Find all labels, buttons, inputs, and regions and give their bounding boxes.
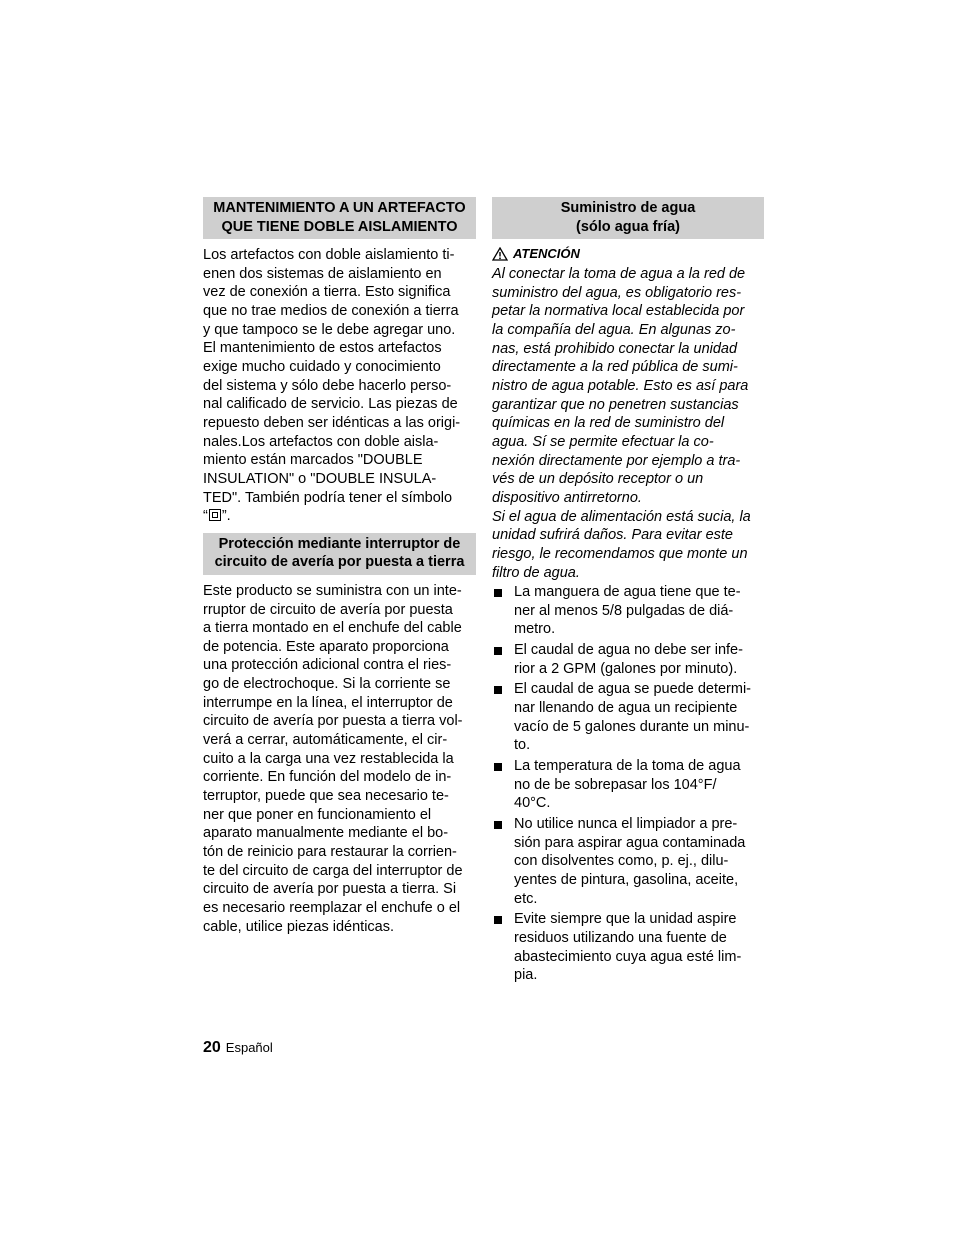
heading-line: MANTENIMIENTO A UN ARTEFACTO [213,200,466,216]
list-item [492,757,764,813]
body-line: cuito a la carga una vez restablecida la [203,750,454,767]
bullet-square-icon [494,916,502,924]
list-item-line: Evite siempre que la unidad aspire [514,911,737,928]
warning-line: la compañía del agua. En algunas zo- [492,321,736,338]
warning-line: directamente a la red pública de sumi- [492,359,738,376]
body-line: circuito de avería por puesta a tierra vol- [203,713,463,730]
quote-open: “ [203,508,208,525]
list-item [492,641,764,678]
page-footer [203,1039,273,1057]
symbol-line [203,507,476,526]
list-item-line: La manguera de agua tiene que te- [514,584,741,601]
body-line: rruptor de circuito de avería por puesta [203,601,453,618]
bullet-square-icon [494,589,502,597]
attention-label [492,245,764,263]
heading-line: Suministro de agua [560,200,696,216]
list-item-line: 40°C. [514,795,551,812]
list-item-line: pia. [514,967,538,984]
warning-line: vés de un depósito receptor o un [492,471,704,488]
list-item-line: abastecimiento cuya agua esté lim- [514,948,742,965]
section-heading-gfci [203,533,476,575]
body-line: go de electrochoque. Si la corriente se [203,676,451,693]
warning-body [492,265,764,582]
body-line: enen dos sistemas de aislamiento en [203,265,442,282]
list-item-line: El caudal de agua no debe ser infe- [514,642,743,659]
warning-line: nexión directamente por ejemplo a tra- [492,452,741,469]
warning-line: Al conectar la toma de agua a la red de [492,266,746,282]
heading-line: (sólo agua fría) [576,218,680,235]
list-item-line: no de be sobrepasar los 104°F/ [514,776,717,793]
warning-line: petar la normativa local establecida por [492,303,745,320]
list-item-line: con disolventes como, p. ej., dilu- [514,853,729,870]
body-line: vez de conexión a tierra. Esto significa [203,284,451,301]
warning-line: químicas en la red de suministro del [492,415,725,432]
body-line: El mantenimiento de estos artefactos [203,340,442,357]
list-item-line: to. [514,737,531,754]
body-line: Los artefactos con doble aislamiento ti- [203,247,455,263]
body-line: aparato manualmente mediante el bo- [203,825,449,842]
body-line: ner que poner en funcionamiento el [203,806,432,823]
warning-line: filtro de agua. [492,564,580,581]
list-item-line: nar llenando de agua un recipiente [514,700,738,717]
body-line: una protección adicional contra el ries- [203,657,452,674]
gfci-body [203,582,476,936]
body-line: es necesario reemplazar el enchufe o el [203,900,461,916]
bullet-square-icon [494,686,502,694]
list-item [492,583,764,639]
list-item-line: metro. [514,621,556,638]
warning-line: unidad sufrirá daños. Para evitar este [492,527,733,544]
body-line: repuesto deben ser idénticas a las origi- [203,414,461,431]
body-line: nal calificado de servicio. Las piezas de [203,396,458,413]
heading-line: circuito de avería por puesta a tierra [214,554,465,571]
bullet-square-icon [494,647,502,655]
warning-line: suministro del agua, es obligatorio res- [492,284,742,301]
list-item [492,815,764,908]
body-line: INSULATION" o "DOUBLE INSULA- [203,470,437,487]
body-line: miento están marcados "DOUBLE [203,452,423,469]
body-line: tón de reinicio para restaurar la corrien- [203,844,457,861]
body-line: interrumpe en la línea, el interruptor de [203,694,453,711]
bullet-square-icon [494,821,502,829]
section-heading-double-insulation [203,197,476,239]
double-insulation-symbol-icon [209,509,221,521]
body-line: te del circuito de carga del interruptor de [203,862,463,879]
body-line: del sistema y sólo debe hacerlo perso- [203,377,452,394]
warning-line: nistro de agua potable. Esto es así para [492,377,749,394]
warning-line: dispositivo antirretorno. [492,489,642,506]
body-line: Este producto se suministra con un inte- [203,582,462,599]
warning-triangle-icon [492,247,508,261]
bullet-square-icon [494,763,502,771]
attention-text: ATENCIÓN [513,246,580,261]
list-item-line: residuos utilizando una fuente de [514,929,727,946]
section-heading-water-supply [492,197,764,239]
list-item-line: El caudal de agua se puede determi- [514,681,751,698]
warning-line: garantizar que no penetren sustancias [492,396,739,413]
list-item-line: No utilice nunca el limpiador a pre- [514,816,738,833]
page-number: 20 [203,1039,221,1056]
heading-line: QUE TIENE DOBLE AISLAMIENTO [221,218,458,235]
list-item-line: etc. [514,890,538,907]
list-item-line: La temperatura de la toma de agua [514,758,741,775]
warning-line: riesgo, le recomendamos que monte un [492,545,748,562]
list-item [492,910,764,985]
requirements-list [492,583,764,985]
body-line: a tierra montado en el enchufe del cable [203,620,462,637]
body-line: de potencia. Este aparato proporciona [203,638,449,655]
body-line: exige mucho cuidado y conocimiento [203,358,441,375]
quote-close: ”. [221,508,231,525]
footer-language: Español [225,1040,273,1055]
list-item [492,680,764,755]
left-column [203,197,476,936]
heading-line: Protección mediante interruptor de [218,535,461,552]
list-item-line: ner al menos 5/8 pulgadas de diá- [514,602,734,619]
warning-line: Si el agua de alimentación está sucia, la [492,508,751,525]
warning-line: nas, está prohibido conectar la unidad [492,340,738,357]
body-line: terruptor, puede que sea necesario te- [203,788,449,805]
right-column [492,197,764,985]
list-item-line: sión para aspirar agua contaminada [514,834,746,851]
body-line: TED". También podría tener el símbolo [203,489,453,506]
body-line: nales.Los artefactos con doble aisla- [203,433,439,450]
list-item-line: vacío de 5 galones durante un minu- [514,718,750,735]
double-insulation-body [203,246,476,526]
body-line: verá a cerrar, automáticamente, el cir- [203,732,448,749]
body-line: cable, utilice piezas idénticas. [203,918,395,935]
body-line: circuito de avería por puesta a tierra. Si [203,881,457,898]
list-item-line: rior a 2 GPM (galones por minuto). [514,660,738,677]
warning-line: agua. Sí se permite efectuar la co- [492,433,714,450]
body-line: y que tampoco se le debe agregar uno. [203,321,456,338]
list-item-line: yentes de pintura, gasolina, aceite, [514,872,739,888]
body-line: corriente. En función del modelo de in- [203,769,452,786]
body-line: que no trae medios de conexión a tierra [203,302,459,319]
